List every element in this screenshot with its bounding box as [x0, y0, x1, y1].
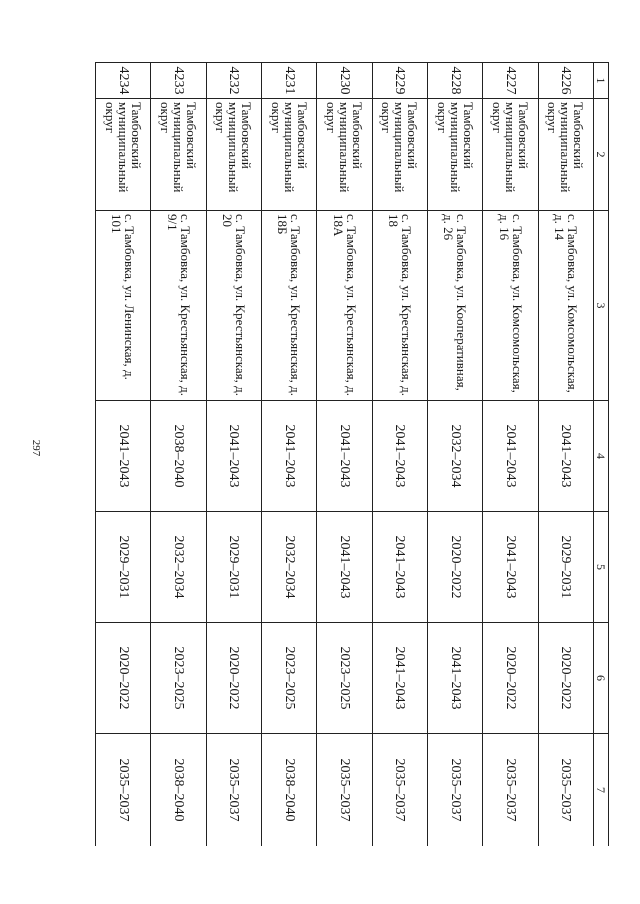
table-row [96, 63, 151, 847]
period-cell: 2020–2022 [428, 512, 483, 623]
address-cell: с. Тамбовка, ул. Крестьянская, д. 18А [317, 211, 372, 401]
period-cell: 2020–2022 [538, 623, 593, 734]
period-cell: 2023–2025 [262, 623, 317, 734]
district-cell: Тамбовский муниципальный округ [538, 99, 593, 211]
table-row [262, 63, 317, 847]
table-row [372, 63, 427, 847]
period-cell: 2035–2037 [538, 734, 593, 847]
address-cell: с. Тамбовка, ул. Комсомольская, д. 16 [483, 211, 538, 401]
header-cell: 2 [594, 99, 609, 211]
address-cell: с. Тамбовка, ул. Крестьянская, д. 18 [372, 211, 427, 401]
table-header-row [594, 63, 609, 847]
district-cell: Тамбовский муниципальный округ [262, 99, 317, 211]
district-cell: Тамбовский муниципальный округ [96, 99, 151, 211]
table-container [95, 62, 609, 846]
row-number-cell: 4230 [317, 63, 372, 99]
period-cell: 2041–2043 [538, 401, 593, 512]
period-cell: 2038–2040 [151, 734, 206, 847]
header-cell: 1 [594, 63, 609, 99]
header-cell: 7 [594, 734, 609, 847]
address-cell: с. Тамбовка, ул. Крестьянская, д. 18Б [262, 211, 317, 401]
row-number-cell: 4228 [428, 63, 483, 99]
period-cell: 2029–2031 [538, 512, 593, 623]
table-row [483, 63, 538, 847]
period-cell: 2020–2022 [206, 623, 261, 734]
address-cell: с. Тамбовка, ул. Крестьянская, д. 20 [206, 211, 261, 401]
period-cell: 2035–2037 [428, 734, 483, 847]
period-cell: 2020–2022 [96, 623, 151, 734]
period-cell: 2029–2031 [206, 512, 261, 623]
period-cell: 2038–2040 [151, 401, 206, 512]
row-number-cell: 4229 [372, 63, 427, 99]
table-row [317, 63, 372, 847]
period-cell: 2032–2034 [262, 512, 317, 623]
period-cell: 2035–2037 [96, 734, 151, 847]
address-cell: с. Тамбовка, ул. Ленинская, д. 101 [96, 211, 151, 401]
address-cell: с. Тамбовка, ул. Крестьянская, д. 9/1 [151, 211, 206, 401]
period-cell: 2032–2034 [151, 512, 206, 623]
row-number-cell: 4231 [262, 63, 317, 99]
row-number-cell: 4226 [538, 63, 593, 99]
period-cell: 2041–2043 [372, 623, 427, 734]
period-cell: 2041–2043 [428, 623, 483, 734]
period-cell: 2041–2043 [317, 401, 372, 512]
district-cell: Тамбовский муниципальный округ [483, 99, 538, 211]
header-cell: 3 [594, 211, 609, 401]
row-number-cell: 4234 [96, 63, 151, 99]
address-cell: с. Тамбовка, ул. Комсомольская, д. 14 [538, 211, 593, 401]
period-cell: 2032–2034 [428, 401, 483, 512]
period-cell: 2023–2025 [317, 623, 372, 734]
header-cell: 6 [594, 623, 609, 734]
period-cell: 2041–2043 [483, 512, 538, 623]
table-row [428, 63, 483, 847]
register-table [95, 62, 609, 846]
period-cell: 2038–2040 [262, 734, 317, 847]
table-row [538, 63, 593, 847]
address-cell: с. Тамбовка, ул. Кооперативная, д. 26 [428, 211, 483, 401]
row-number-cell: 4232 [206, 63, 261, 99]
period-cell: 2035–2037 [372, 734, 427, 847]
rotated-table-frame [95, 62, 609, 846]
period-cell: 2029–2031 [96, 512, 151, 623]
header-cell: 4 [594, 401, 609, 512]
period-cell: 2041–2043 [483, 401, 538, 512]
table-row [151, 63, 206, 847]
row-number-cell: 4233 [151, 63, 206, 99]
district-cell: Тамбовский муниципальный округ [372, 99, 427, 211]
district-cell: Тамбовский муниципальный округ [317, 99, 372, 211]
district-cell: Тамбовский муниципальный округ [151, 99, 206, 211]
period-cell: 2041–2043 [317, 512, 372, 623]
period-cell: 2041–2043 [372, 512, 427, 623]
page-number: 297 [30, 439, 42, 457]
period-cell: 2041–2043 [372, 401, 427, 512]
district-cell: Тамбовский муниципальный округ [428, 99, 483, 211]
period-cell: 2035–2037 [206, 734, 261, 847]
period-cell: 2041–2043 [206, 401, 261, 512]
period-cell: 2041–2043 [96, 401, 151, 512]
period-cell: 2035–2037 [483, 734, 538, 847]
header-cell: 5 [594, 512, 609, 623]
row-number-cell: 4227 [483, 63, 538, 99]
table-row [206, 63, 261, 847]
district-cell: Тамбовский муниципальный округ [206, 99, 261, 211]
period-cell: 2023–2025 [151, 623, 206, 734]
period-cell: 2020–2022 [483, 623, 538, 734]
period-cell: 2035–2037 [317, 734, 372, 847]
period-cell: 2041–2043 [262, 401, 317, 512]
